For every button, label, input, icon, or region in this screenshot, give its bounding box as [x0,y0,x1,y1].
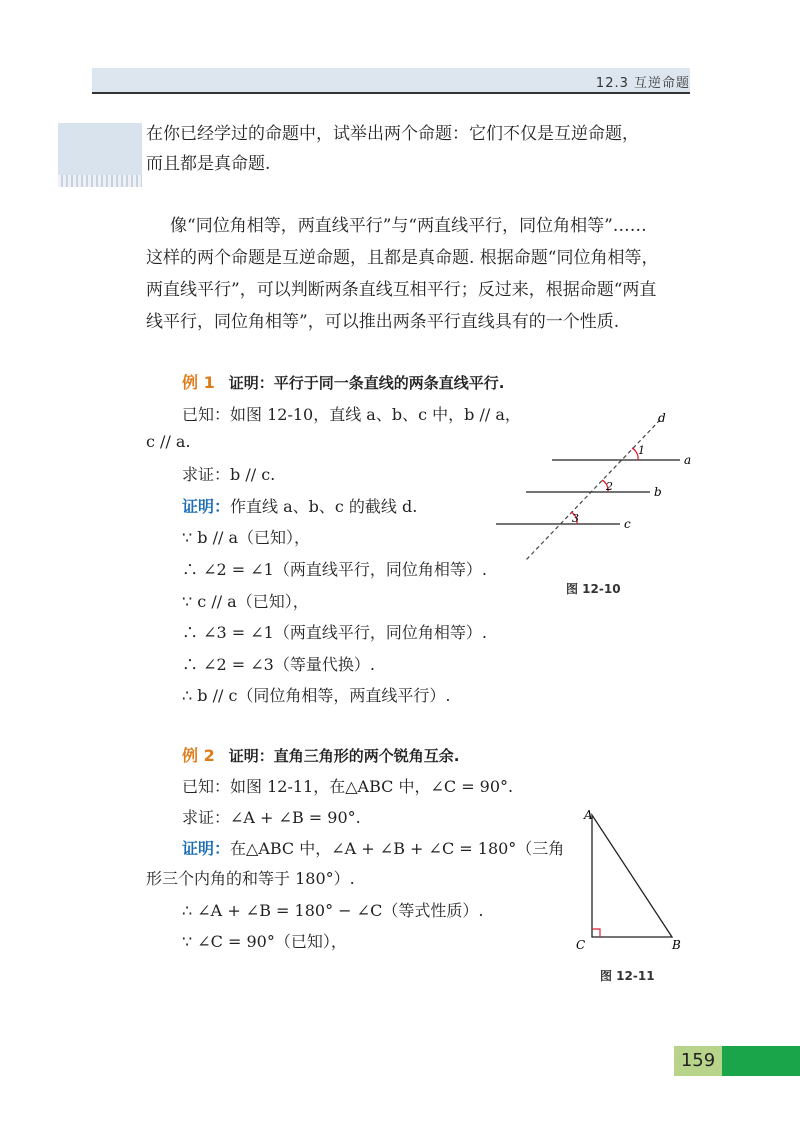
proof-step: ∴ ∠2 = ∠1（两直线平行，同位角相等）. [182,560,487,579]
label-b: b [654,485,662,499]
intro-line-3: 两直线平行”，可以判断两条直线互相平行；反过来，根据命题“两直 [146,280,657,300]
figure-12-10-caption: 图 12-10 [566,582,621,596]
label-A: A [584,808,593,822]
transversal-d [526,420,660,560]
intro-line-2: 这样的两个命题是互逆命题，且都是真命题. 根据命题“同位角相等， [146,248,659,268]
think-line-1: 在你已经学过的命题中，试举出两个命题：它们不仅是互逆命题， [146,124,639,144]
proof-tag: 证明： [182,839,231,858]
label-a: a [684,453,692,467]
proof-step: ∵ b // a（已知）， [182,528,311,547]
label-C: C [576,938,586,952]
example-1-given-2: c // a. [146,432,191,451]
proof-step: ∴ ∠3 = ∠1（两直线平行，同位角相等）. [182,623,487,642]
proof-line: 作直线 a、b、c 的截线 d. [230,497,418,516]
label-2: 2 [606,480,613,493]
example-2-title: 证明：直角三角形的两个锐角互余. [228,747,460,765]
label-3: 3 [572,512,579,525]
proof-step: ∵ c // a（已知）， [182,592,309,611]
triangle-abc [592,815,672,937]
example-1-given-1: 已知：如图 12-10，直线 a、b、c 中，b // a， [182,405,521,424]
intro-line-1: 像“同位角相等，两直线平行”与“两直线平行，同位角相等”…… [170,216,647,236]
figure-12-11-caption: 图 12-11 [600,969,655,983]
example-2-heading [182,743,459,766]
example-2-tag: 例 2 [182,746,215,765]
example-1-heading [182,370,504,393]
think-icon [58,123,142,187]
example-1-title: 证明：平行于同一条直线的两条直线平行. [228,374,505,392]
example-2-proof-line-2: 形三个内角的和等于 180°）. [146,869,355,888]
figure-12-10 [490,410,710,570]
example-2-prove: 求证：∠A + ∠B = 90°. [182,808,361,827]
page-number: 159 [674,1046,722,1076]
label-c: c [624,517,631,531]
example-2-proof-start [182,836,564,859]
page-number-bar [722,1046,800,1076]
figure-12-11 [572,805,692,955]
label-B: B [672,938,681,952]
header-rule [92,92,690,94]
proof-step: ∵ ∠C = 90°（已知）， [182,932,347,951]
proof-step: ∴ ∠A + ∠B = 180° − ∠C（等式性质）. [182,901,484,920]
example-1-prove: 求证：b // c. [182,465,276,484]
proof-step: ∴ b // c（同位角相等，两直线平行）. [182,686,451,705]
example-1-proof-start [182,494,417,517]
example-2-given: 已知：如图 12-11，在△ABC 中，∠C = 90°. [182,777,514,796]
proof-step: ∴ ∠2 = ∠3（等量代换）. [182,655,375,674]
example-1-tag: 例 1 [182,373,215,392]
label-d: d [658,411,666,425]
section-title: 12.3 互逆命题 [595,76,690,91]
right-angle-mark [592,929,600,937]
label-1: 1 [638,444,645,457]
think-line-2: 而且都是真命题. [146,154,271,174]
proof-tag: 证明： [182,497,231,516]
intro-line-4: 线平行，同位角相等”，可以推出两条平行直线具有的一个性质. [146,312,620,332]
proof-line-1: 在△ABC 中，∠A + ∠B + ∠C = 180°（三角 [230,839,565,858]
